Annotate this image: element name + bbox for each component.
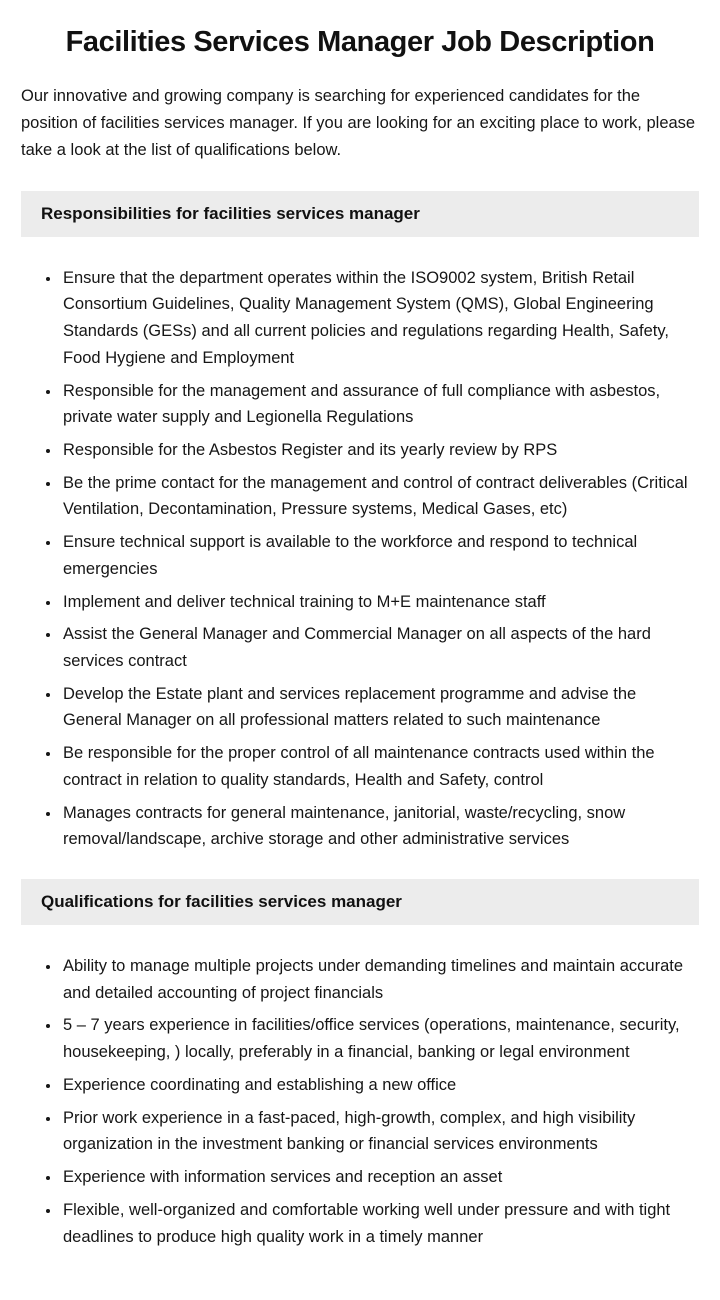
list-item: • Prior work experience in a fast-paced, high-growth, complex, and high visibility organization in the investment banking or financial services environments [61, 1105, 699, 1158]
list-item: • Flexible, well-organized and comfortable working well under pressure and with tight deadlines to produce high quality work in a timely manner [61, 1197, 699, 1250]
list-item: • Experience with information services and reception an asset [61, 1164, 699, 1191]
list-item: • Be the prime contact for the management and control of contract deliverables (Critical Ventilation, Decontamination, Pressure systems, Medical Gases, etc) [61, 470, 699, 523]
list-item: • Experience coordinating and establishing a new office [61, 1072, 699, 1099]
list-item: • 5 – 7 years experience in facilities/office services (operations, maintenance, security, housekeeping, ) locally, preferably in a financial, banking or legal environment [61, 1012, 699, 1065]
list-item: • Manages contracts for general maintenance, janitorial, waste/recycling, snow removal/landscape, archive storage and other administrative services [61, 800, 699, 853]
list-item: • Ensure that the department operates within the ISO9002 system, British Retail Consortium Guidelines, Quality Management System (QMS), Global Engineering Standards (GESs) and all current policies and regulations regarding Health, Safety, Food Hygiene and Employment [61, 265, 699, 372]
list-item: • Responsible for the Asbestos Register and its yearly review by RPS [61, 437, 699, 464]
list-item: • Be responsible for the proper control of all maintenance contracts used within the contract in relation to quality standards, Health and Safety, control [61, 740, 699, 793]
qualifications-heading: Qualifications for facilities services manager [21, 879, 699, 925]
qualifications-list [21, 941, 699, 1250]
responsibilities-heading: Responsibilities for facilities services manager [21, 191, 699, 237]
list-item: • Develop the Estate plant and services replacement programme and advise the General Manager on all professional matters related to such maintenance [61, 681, 699, 734]
qualifications-section [21, 879, 699, 1250]
list-item: • Ability to manage multiple projects under demanding timelines and maintain accurate and detailed accounting of project financials [61, 953, 699, 1006]
responsibilities-section [21, 191, 699, 853]
list-item: • Implement and deliver technical training to M+E maintenance staff [61, 589, 699, 616]
list-item: • Ensure technical support is available to the workforce and respond to technical emergencies [61, 529, 699, 582]
page-title: Facilities Services Manager Job Description [65, 26, 655, 58]
responsibilities-list [21, 253, 699, 853]
list-item: • Responsible for the management and assurance of full compliance with asbestos, private water supply and Legionella Regulations [61, 378, 699, 431]
intro-paragraph: Our innovative and growing company is searching for experienced candidates for the position of facilities services manager. If you are looking for an exciting place to work, please take a look at the list of qualifications below. [21, 87, 696, 159]
list-item: • Assist the General Manager and Commercial Manager on all aspects of the hard services contract [61, 621, 699, 674]
